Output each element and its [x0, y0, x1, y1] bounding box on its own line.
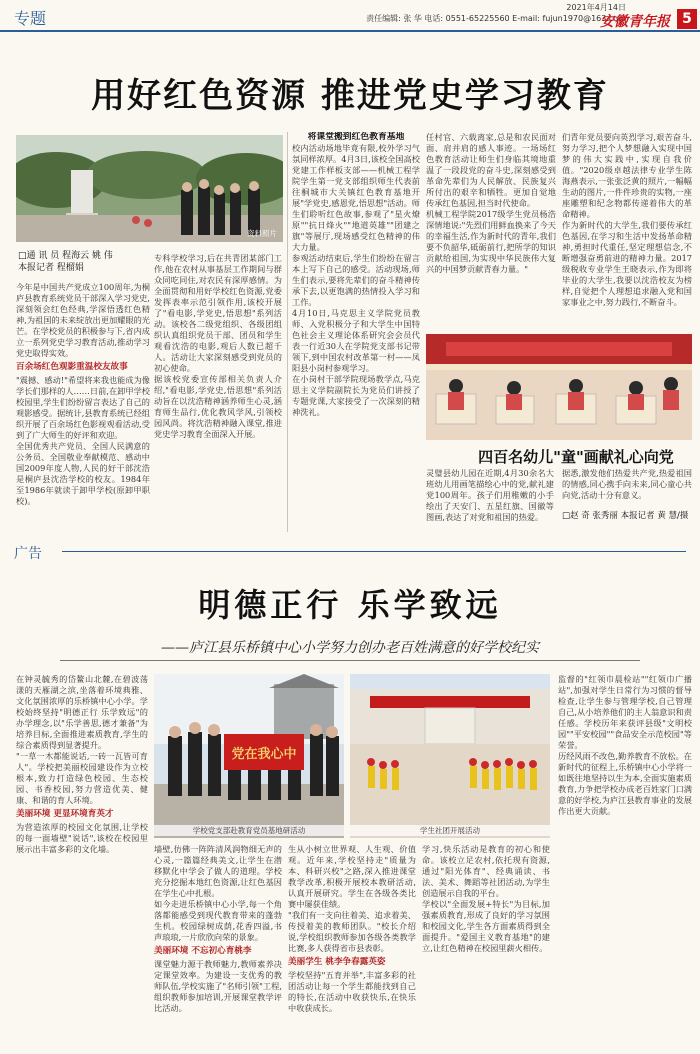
col-text: 历经风雨不改色,勤养教育不放松。在新时代的征程上,乐桥镇中心小学将一如既往地坚持以生为本,全面实施素质教育,力争把学校办成老百姓家门口满意的好学校,为庐江县教育事业的发展作出更大贡献。	[558, 751, 692, 816]
ad-subheadline-rule	[60, 660, 640, 661]
column-divider	[287, 132, 288, 532]
col-text: 今年是中国共产党成立100周年,为桐庐县教育系统党员干部深入学习党史,深刻领会红色经典,学深悟透红色精神,为祖国的未来绽放出更加耀眼的光芒。在学校党员的积极参与下,省内成立一系列党史学习教育活动,推动学习党史取得实效。	[16, 282, 150, 358]
header-date: 2021年4月14日	[566, 3, 626, 12]
col-text: 学校坚持"五育并举",丰富多彩的社团活动让每一个学生都能找到自己的特长,在活动中收获快乐,在快乐中收获成长。	[288, 970, 416, 1013]
masthead: 安徽青年报	[600, 14, 670, 30]
story1-col2	[154, 253, 282, 530]
ad-col1	[16, 674, 148, 1046]
ad-photo-2	[350, 674, 550, 838]
page-number: 5	[677, 9, 697, 29]
col-text: 监督的"红领巾晨检站""红领巾广播站",加强对学生日常行为习惯的督导检查,让学生参与管理学校,自己管理自己,从小培养他们的主人翁意识和责任感。学校历年来获评县级"文明校园""平安校园""食品安全示范校园"等荣誉。	[558, 674, 692, 750]
story1-col4	[426, 132, 556, 328]
col-text: 墙壁,仿佛一阵阵清风润物细无声的心灵,一篇篇经典美文,让学生在潜移默化中学会了做人的道理。学校充分挖掘本地红色资源,让红色基因在学生心中扎根。	[154, 844, 282, 898]
story1-photo-caption: 资料照片	[247, 229, 277, 238]
story2-photo	[426, 334, 692, 440]
story2-byline: □赵 奇 张秀丽 本报记者 黄 慧/摄	[562, 511, 689, 521]
story1-col1	[16, 282, 150, 530]
col-text: "我们有一支向往着美、追求着美、传授着美的教师团队。"校长介绍说,学校组织教师参加各级各类教学比赛,多人获得省市县表彰。	[288, 910, 416, 953]
story1-byline	[18, 250, 158, 274]
col-text: 机械工程学院2017级学生党员杨浩深情地说:"先烈们用鲜血换来了今天的幸福生活,作为新时代的青年,我们要不负韶华,砥砺前行,把所学的知识贡献给祖国,为实现中华民族伟大复兴的中国梦贡献青春力量。"	[426, 209, 556, 274]
col-text: 在小岗村干部学院现场教学点,马克思主义学院副院长为党员们讲授了专题党课,大家接受了一次深刻的精神洗礼。	[292, 374, 420, 417]
col-text: 任村官、六载离家,总是和农民面对面、肩并肩的感人事迹。一场场红色教育活动让师生们身临其境地重温了一段段党的奋斗史,深刻感受到革命先辈们为人民解放、民族复兴所付出的艰辛和牺牲。更加自觉地传承红色基因,担当时代使命。	[426, 132, 556, 208]
byline-line-1: □通 讯 员 程海云 姚 伟	[18, 251, 113, 261]
story1-col3-head: 将课堂搬到红色教育基地	[307, 132, 405, 142]
col-text: 课堂魅力源于教师魅力,教师素养决定课堂效率。为建设一支优秀的教师队伍,学校实施了"名师引领"工程,组织教师参加培训,开展课堂教学评比活动。	[154, 959, 282, 1013]
ad-subhead-3: 美丽学生 桃李争春露英姿	[288, 957, 386, 967]
story2-col1	[426, 468, 554, 530]
col-text: 据该校党委宣传部相关负责人介绍,"看电影,学党史,悟思想"系列活动旨在以沈浩精神涵养师生心灵,涵育师生品行,优化教风学风,引领校园风尚。将沈浩精神融入课堂,推进党史学习教育全面深入开展。	[154, 374, 282, 439]
story1-subhead-1: 百余场红色观影重温校友故事	[16, 362, 128, 372]
ad-photo-1-caption: 学校党支部赴教育党员基地研活动	[154, 825, 344, 836]
byline-line-2: 本报记者 程榴娟	[18, 263, 84, 273]
col-text: 生从小树立世界观、人生观、价值观。近年来,学校坚持走"质量为本、科研兴校"之路,深入推进课堂教学改革,积极开展校本教研活动,认真开展研究。学生在各级各类比赛中屡获佳绩。	[288, 844, 416, 909]
ad-subhead-1: 美丽环境 更显环境育英才	[16, 809, 114, 819]
ad-col5	[558, 674, 692, 1046]
ad-label: 广告	[14, 546, 42, 562]
banner-text: 党在我心中	[231, 747, 297, 762]
col-text: 专科学校学习,后在共青团某部门工作,他在农村从事基层工作期间与群众同吃同住,对农民有深厚感情。为全面贯彻和用好学校红色资源,党委发挥表率示范引领作用,该校开展了"看电影,学党史,悟思想"系列活动。该校各二级党组织、各级团组织认真组织党员干部、团员和学生观看沈浩的电影,观后人数已超千人。活动让大家深刻感受到党员的初心使命。	[154, 253, 282, 373]
col-text: 学习,快乐活动是教育的初心和使命。该校立足农村,依托现有资源,通过"阳光体育"、经典诵读、书法、美术、舞蹈等社团活动,为学生创造展示自我的平台。	[422, 844, 550, 898]
col-text: 如今走进乐桥镇中心小学,每一个角落都能感受到现代教育带来的蓬勃生机。校园绿树成荫,花香四溢,书声琅琅,一片欣欣向荣的景象。	[154, 899, 282, 942]
ad-headline: 明德正行 乐学致远	[198, 586, 502, 624]
ad-col4	[422, 844, 550, 1046]
ad-subhead-2: 美丽环境 不忘初心育桃李	[154, 946, 252, 956]
ad-photo-2-caption: 学生社团开展活动	[350, 825, 550, 836]
ad-col2	[154, 844, 282, 1046]
col-text: 校内活动场地毕竟有限,校外学习气氛同样浓厚。4月3日,该校全国高校党建工作样板支部——机械工程学院学生第一党支部组织师生代表前往桐城市大关镇红色教育基地开展"学党史,感恩党,悟思想"活动。师生们聆听红色故事,参观了"星火燎原""抗日烽火""地道英雄""团建之旗"等展厅,现场感受红色精神的伟大力量。	[292, 143, 420, 252]
col-text: 为营造浓厚的校园文化氛围,让学校的每一面墙壁"说话",该校在校园里展示出丰富多彩的文化墙。	[16, 822, 148, 854]
story1-photo	[16, 135, 283, 242]
col-text: "一草一木都能说话,一砖一瓦皆可育人"。学校把美丽校园建设作为立校根本,致力打造绿色校园、生态校园、书香校园,努力营造优美、健康、和谐的育人环境。	[16, 751, 148, 805]
story2-col2	[562, 468, 692, 508]
col-text: 灵璧县幼儿园在近期,4月30余名大班幼儿用画笔描绘心中的党,献礼建党100周年。孩子们用稚嫩的小手绘出了天安门、五星红旗、国徽等图画,表达了对党和祖国的热爱。	[426, 468, 554, 522]
header-info	[330, 2, 626, 24]
story1-headline: 用好红色资源 推进党史学习教育	[91, 76, 609, 116]
header-contact: 责任编辑: 张 华 电话: 0551-65225560 E-mail: fujun1970@163.com	[366, 14, 626, 23]
col-text: 参观活动结束后,学生们纷纷在留言本上写下自己的感受。活动现场,师生们表示,要将先辈们的奋斗精神传承下去,以更饱满的热情投入学习和工作。	[292, 253, 420, 307]
col-text: 4月10日,马克思主义学院党员教师、入党积极分子和大学生中国特色社会主义理论体系研究会会员代表一行近30人在学院党支部书记带领下,到中国农村改革第一村——凤阳县小岗村参观学习。	[292, 308, 420, 373]
header-rule	[0, 30, 700, 32]
ad-col3	[288, 844, 416, 1046]
col-text: 作为新时代的大学生,我们要传承红色基因,在学习和生活中发扬革命精神,勇担时代重任,坚定理想信念,不断增强奋勇前进的精神力量。2017级税收专业学生王晓表示,作为即将毕业的大学生,我要以沈浩校友为榜样,自觉把个人理想追求融入党和国家事业之中,努力践行,不断奋斗。	[562, 220, 692, 307]
col-text: 在钟灵毓秀的岱鳌山北麓,在碧波荡漾的天雁湖之滨,坐落着环境典雅、文化氛围浓厚的乐桥镇中心小学。学校始终坚持"明德正行 乐学致远"的办学理念,以"乐学善思,德才兼备"为培养目标,全面推进素质教育,学生的综合素质得到显著提升。	[16, 674, 148, 750]
col-text: 全国优秀共产党员、全国人民满意的公务员、全国敬业奉献模范、感动中国2009年度人物,人民的好干部沈浩是桐庐县沈浩学校的校友。1984年至1986年就读于卸甲学校(原卸甲职校)。	[16, 441, 150, 506]
col-text: 们青年党员要向英烈学习,艰苦奋斗,努力学习,把个人梦想融入实现中国梦的伟大实践中,实现自我价值。"2020级卓越法律专业学生陈海燕表示,一张张泛黄的照片,一幅幅生动的图片,一件件珍贵的实物,一座座雕塑和纪念物都传递着伟大的革命精神。	[562, 132, 692, 219]
story1-col3	[292, 132, 420, 530]
ad-rule	[62, 551, 686, 552]
col-text: "震撼、感动!"希望将来我也能成为像学长们那样的人……日前,在卸甲学校校园里,学生们纷纷留言表达了自己的观影感受。据统计,县教育系统已经组织开展了百余场红色影视观看活动,受到了广大师生的好评和欢迎。	[16, 375, 150, 440]
section-label: 专题	[14, 9, 47, 28]
story2-headline: 四百名幼儿"童"画献礼心向党	[478, 448, 674, 466]
col-text: 学校以"全面发展+特长"为目标,加强素质教育,形成了良好的学习氛围和校园文化,学生各方面素质得到全面提升。"爱国主义教育基地"的建立,让红色精神在校园里薪火相传。	[422, 899, 550, 953]
col-text: 据悉,激发他们热爱共产党,热爱祖国的情感,同心携手向未来,同心童心共向党,活动十分有意义。	[562, 468, 692, 500]
ad-subheadline: ——庐江县乐桥镇中心小学努力创办老百姓满意的好学校纪实	[161, 640, 539, 656]
ad-photo-1	[154, 674, 344, 838]
story1-col5	[562, 132, 692, 328]
page-header	[0, 0, 700, 30]
